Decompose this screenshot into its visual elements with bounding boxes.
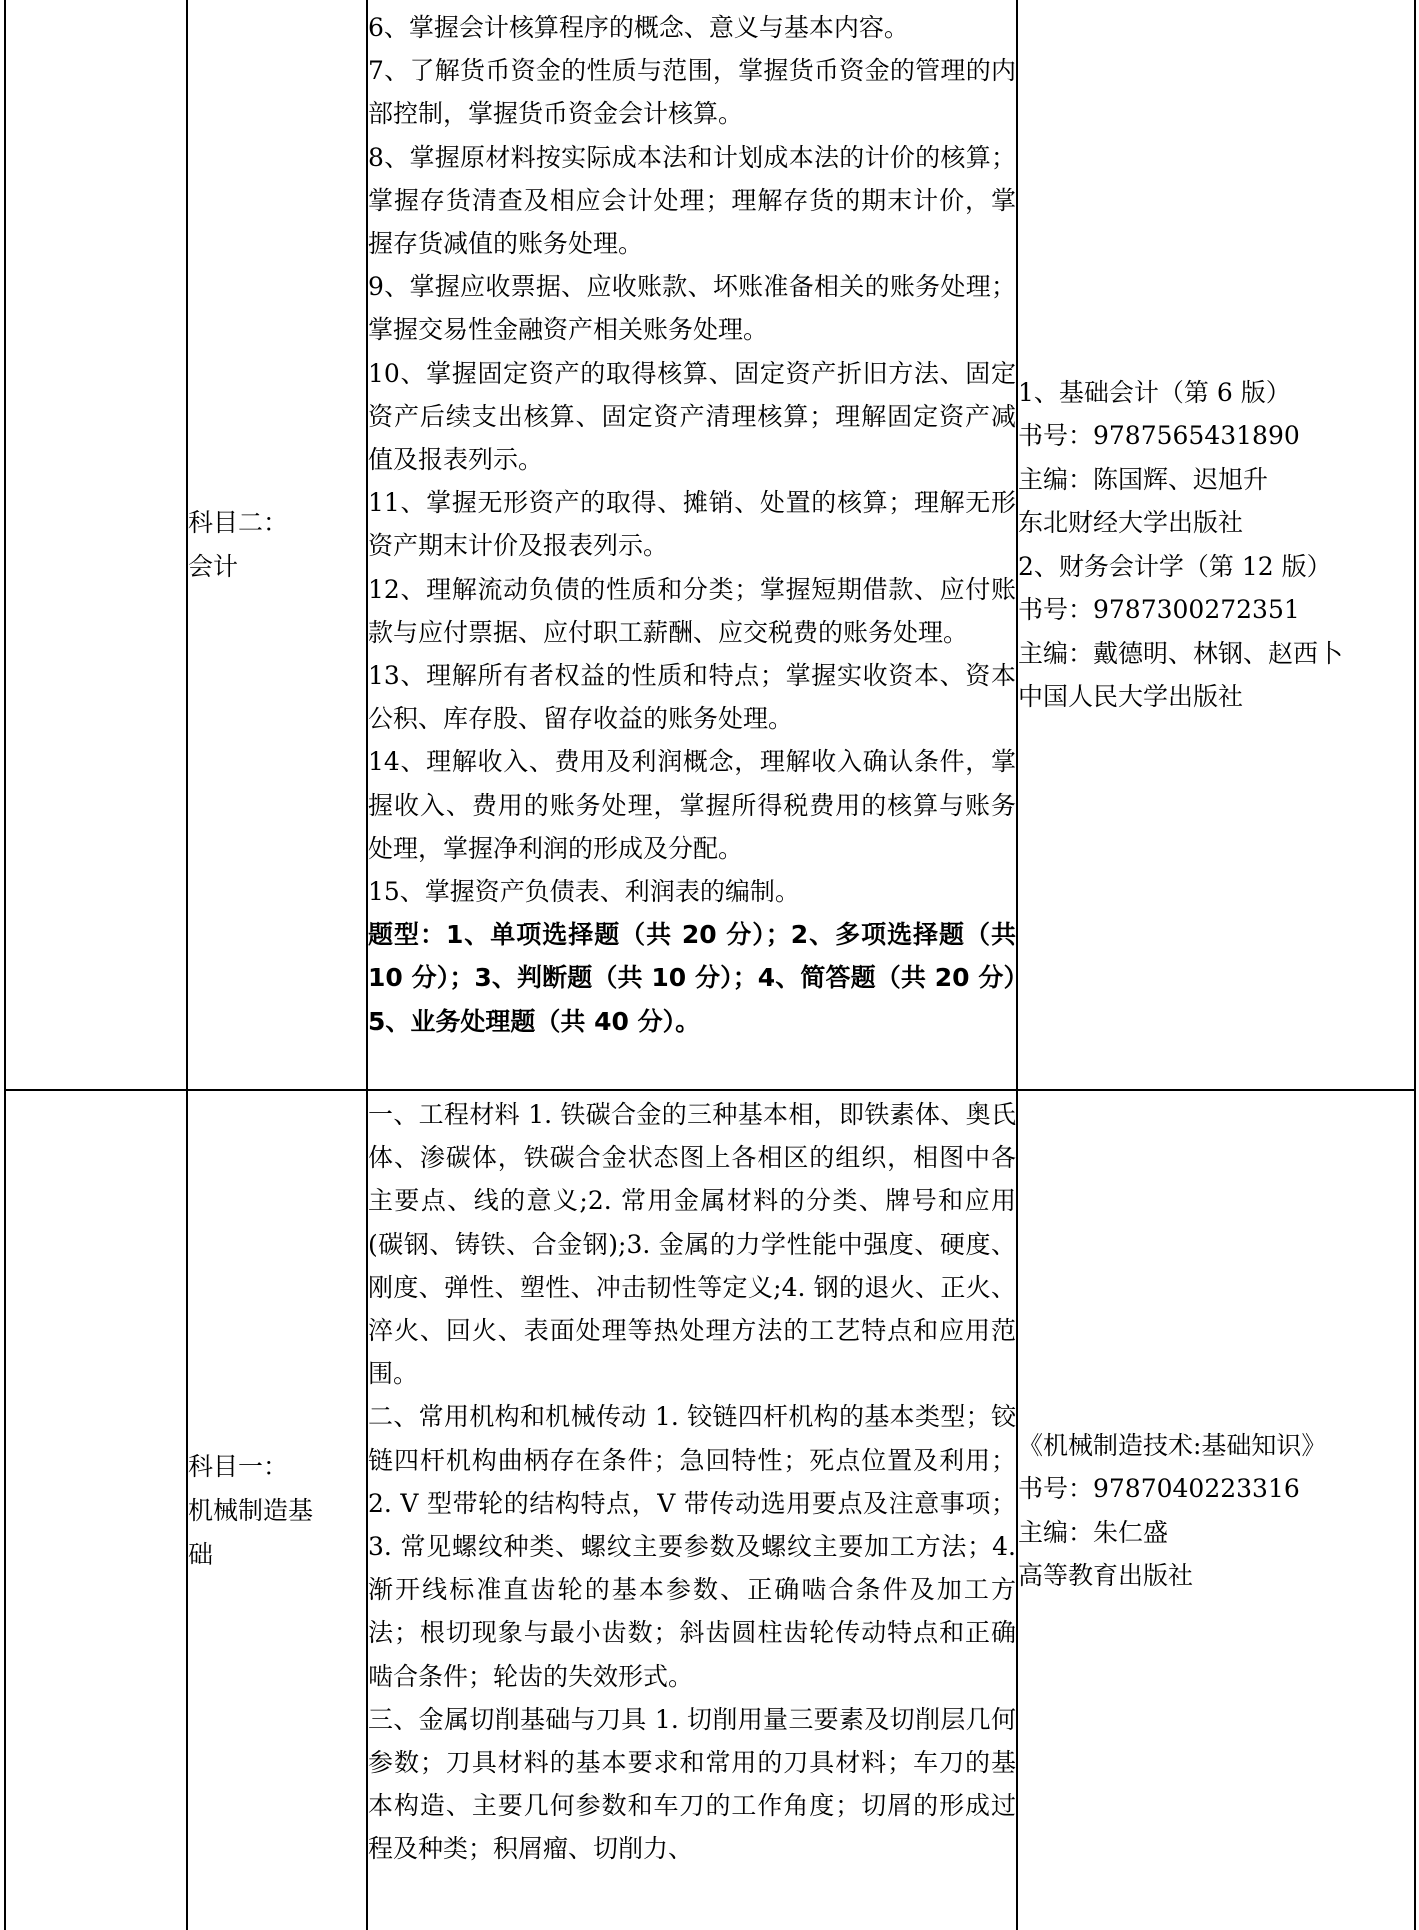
book-line: 主编：朱仁盛 — [1018, 1517, 1169, 1547]
content-item: 13、理解所有者权益的性质和特点；掌握实收资本、资本公积、库存股、留存收益的账务处理。 — [368, 661, 1016, 734]
content-item: 7、了解货币资金的性质与范围，掌握货币资金的管理的内部控制，掌握货币资金会计核算。 — [368, 56, 1016, 129]
book-line: 2、财务会计学（第 12 版） — [1018, 551, 1332, 581]
reference-books-cell — [1017, 0, 1415, 1090]
book-line: 书号：9787300272351 — [1018, 595, 1300, 624]
book-line: 中国人民大学出版社 — [1018, 682, 1244, 711]
content-item: 8、掌握原材料按实际成本法和计划成本法的计价的核算；掌握存货清查及相应会计处理；理解存货的期末计价，掌握存货减值的账务处理。 — [368, 142, 1016, 259]
book-line: 《机械制造技术:基础知识》 — [1018, 1430, 1327, 1460]
book-line: 1、基础会计（第 6 版） — [1018, 377, 1291, 407]
blank-cell — [5, 1090, 187, 1930]
book-line: 高等教育出版社 — [1018, 1561, 1194, 1590]
content-cell — [367, 0, 1017, 1090]
question-types: 题型：1、单项选择题（共 20 分）；2、多项选择题（共 10 分）；3、判断题（共 10 分）；4、简答题（共 20 分）5、业务处理题（共 40 分）。 — [368, 920, 1016, 1036]
subject-label: 科目二： — [188, 507, 289, 537]
subject-name: 会计 — [188, 551, 239, 581]
reference-books-cell — [1017, 1090, 1415, 1930]
content-item: 14、理解收入、费用及利润概念，理解收入确认条件，掌握收入、费用的账务处理，掌握所得税费用的核算与账务处理，掌握净利润的形成及分配。 — [368, 747, 1016, 863]
book-line: 东北财经大学出版社 — [1018, 508, 1244, 537]
table-row — [5, 1090, 1415, 1930]
book-line: 主编：戴德明、林钢、赵西卜 — [1018, 638, 1344, 668]
subject-cell — [187, 1090, 367, 1930]
subject-cell — [187, 0, 367, 1090]
book-line: 书号：9787040223316 — [1018, 1474, 1300, 1503]
content-item: 10、掌握固定资产的取得核算、固定资产折旧方法、固定资产后续支出核算、固定资产清理核算；理解固定资产减值及报表列示。 — [368, 358, 1016, 475]
content-item: 一、工程材料 1. 铁碳合金的三种基本相，即铁素体、奥氏体、渗碳体，铁碳合金状态图上各相区的组织，相图中各主要点、线的意义;2. 常用金属材料的分类、牌号和应用(碳钢、铸铁、合金钢);3. 金属的力学性能中强度、硬度、刚度、弹性、塑性、冲击韧性等定义;4. 钢的退火、正火、淬火、回火、表面处理等热处理方法的工艺特点和应用范围。 — [368, 1100, 1016, 1389]
blank-cell — [5, 0, 187, 1090]
subject-name: 机械制造基 — [188, 1495, 314, 1525]
table-row — [5, 0, 1415, 1090]
content-item: 三、金属切削基础与刀具 1. 切削用量三要素及切削层几何参数；刀具材料的基本要求和常用的刀具材料；车刀的基本构造、主要几何参数和车刀的工作角度；切屑的形成过程及种类；积屑瘤、切削力、 — [368, 1704, 1016, 1864]
content-item: 6、掌握会计核算程序的概念、意义与基本内容。 — [368, 13, 909, 42]
syllabus-table — [4, 0, 1416, 1930]
book-line: 书号：9787565431890 — [1018, 421, 1300, 450]
content-cell — [367, 1090, 1017, 1930]
content-item: 二、常用机构和机械传动 1. 铰链四杆机构的基本类型；铰链四杆机构曲柄存在条件；急回特性；死点位置及利用；2. V 型带轮的结构特点，V 带传动选用要点及注意事项；3. 常见螺纹种类、螺纹主要参数及螺纹主要加工方法；4. 渐开线标准直齿轮的基本参数、正确啮合条件及加工方法；根切现象与最小齿数；斜齿圆柱齿轮传动特点和正确啮合条件；轮齿的失效形式。 — [368, 1402, 1016, 1691]
content-item: 9、掌握应收票据、应收账款、坏账准备相关的账务处理；掌握交易性金融资产相关账务处理。 — [368, 272, 1016, 345]
subject-label: 科目一： — [188, 1451, 289, 1481]
content-item: 12、理解流动负债的性质和分类；掌握短期借款、应付账款与应付票据、应付职工薪酬、应交税费的账务处理。 — [368, 574, 1016, 647]
content-item: 11、掌握无形资产的取得、摊销、处置的核算；理解无形资产期末计价及报表列示。 — [368, 488, 1016, 561]
book-line: 主编：陈国辉、迟旭升 — [1018, 464, 1269, 494]
content-item: 15、掌握资产负债表、利润表的编制。 — [368, 877, 800, 907]
subject-name-continued: 础 — [188, 1539, 214, 1569]
